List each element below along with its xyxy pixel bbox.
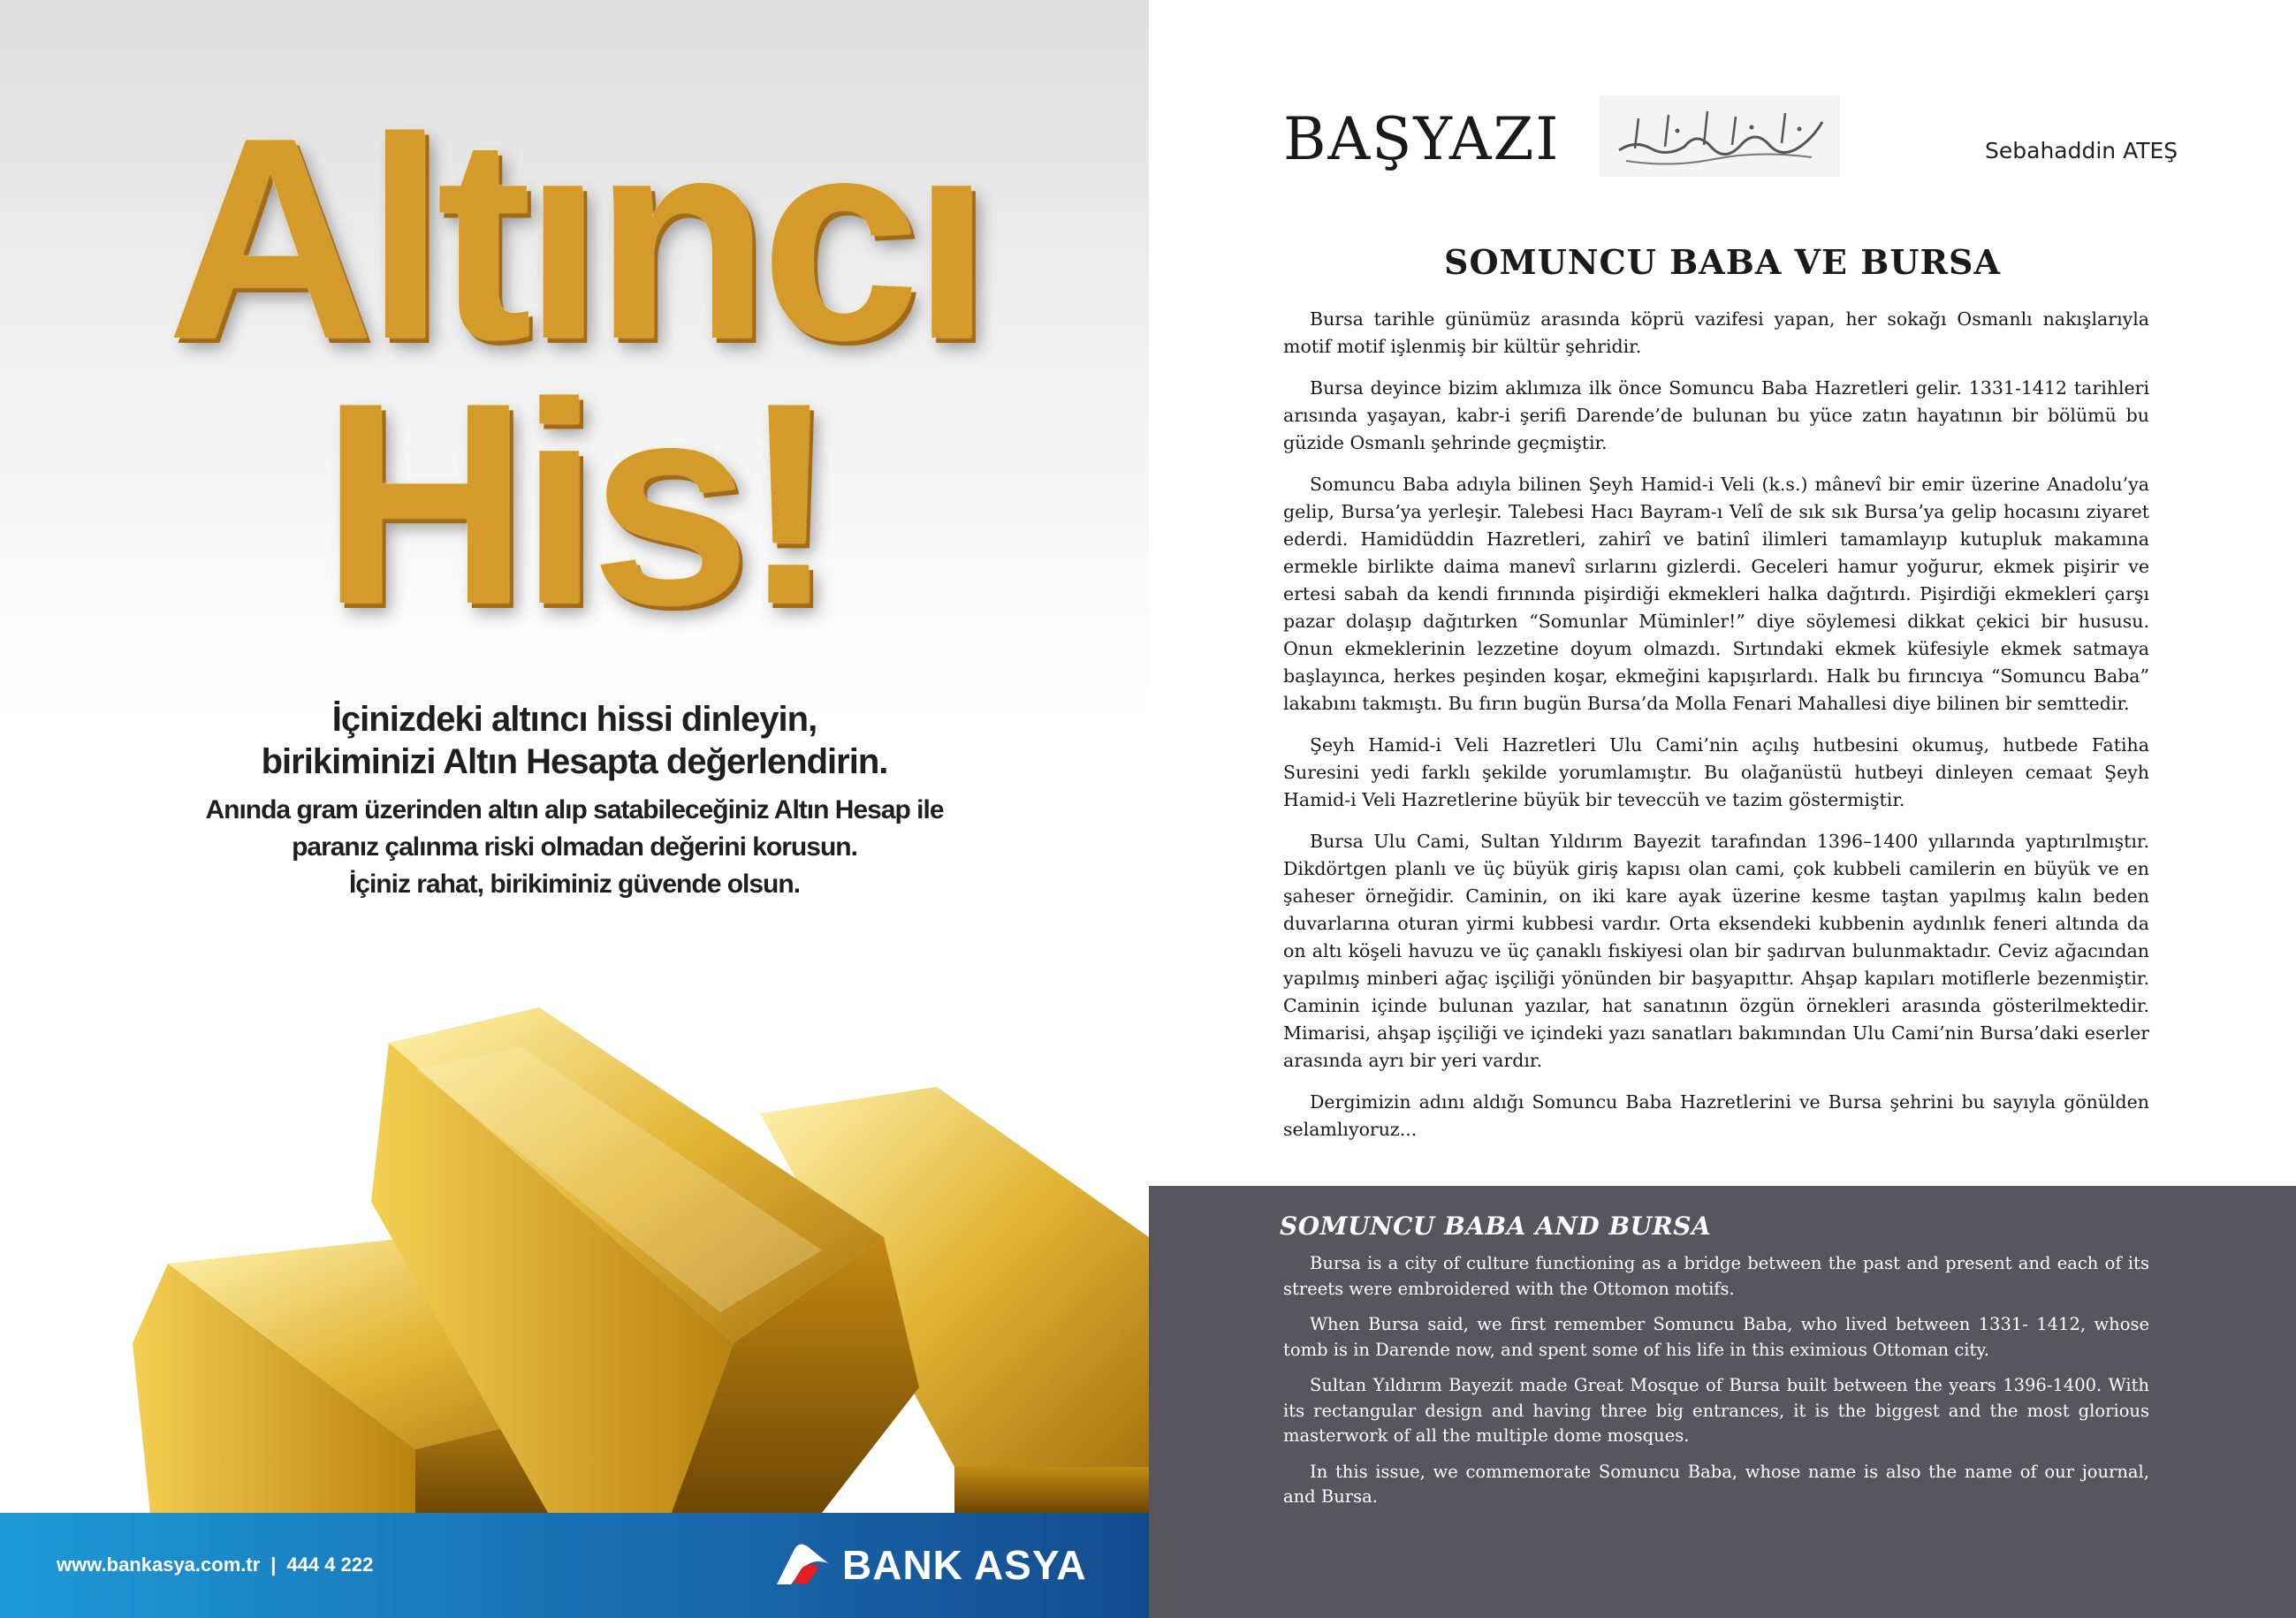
ad-headline-line2: His! (321, 343, 828, 664)
bank-brand (773, 1538, 1087, 1592)
article-paragraph: Bursa tarihle günümüz arasında köprü vazifesi yapan, her sokağı Osmanlı nakışlarıyla motif motif işlenmiş bir kültür şehridir. (1283, 308, 2149, 357)
article-paragraph: Bursa Ulu Cami, Sultan Yıldırım Bayezit tarafından 1396–1400 yıllarında yaptırılmıştır. Dikdörtgen planlı ve üç büyük giriş kapısı olan cami, çok kubbeli camilerin en büyük ve en şaheser örneğidir. Caminin, on iki kare ayak üzerine kesme taştan yapılmış kalın beden duvarlarına oturan yirmi kubbesi vardır. Orta eksendeki kubbenin aydınlık feneri altında da on altı köşeli havuzu ve üç çanaklı fıskiyesi olan bir şadırvan bulunmaktadır. Ceviz ağacından yapılmış minberi ağaç işçiliği yönünden bir başyapıttır. Ahşap kapıları motiflerle bezenmiştir. Caminin içinde bulunan yazılar, hat sanatının özgün örnekleri arasında gösterilmektedir. Mimarisi, ahşap işçiliği ve içindeki yazı sanatları bakımından Ulu Cami’nin Bursa’daki eserler arasında ayrı bir yeri vardır. (1283, 831, 2149, 1071)
ad-headline (53, 78, 1096, 664)
ad-contact-separator: | (270, 1553, 277, 1576)
ad-tagline-line1: İçinizdeki altıncı hissi dinleyin, (331, 700, 817, 739)
article-paragraph: Bursa deyince bizim aklımıza ilk önce Somuncu Baba Hazretleri gelir. 1331-1412 tarihleri arısında yaşayan, kabr-i şerifi Darende’de bulunan bu yüce zatın hayatının bir bölümü bu güzide Osmanlı şehrinde geçmiştir. (1283, 377, 2149, 453)
article-paragraph: Dergimizin adını aldığı Somuncu Baba Hazretlerini ve Bursa şehrini bu sayıyla gönülden selamlıyoruz... (1283, 1091, 2149, 1140)
bank-brand-name: BANK ASYA (842, 1542, 1087, 1588)
english-paragraph: When Bursa said, we first remember Somuncu Baba, who lived between 1331- 1412, whose tomb is in Darende now, and spent some of his life in this eximious Ottoman city. (1283, 1314, 2149, 1360)
ad-tagline-line2: birikiminizi Altın Hesapta değerlendirin. (261, 742, 888, 781)
ad-tagline (106, 698, 1043, 903)
basmala-calligraphy-icon (1600, 95, 1840, 177)
ad-footer-bar (0, 1513, 1149, 1618)
ad-phone-number: 444 4 222 (286, 1553, 374, 1576)
article-paragraph: Şeyh Hamid-i Veli Hazretleri Ulu Cami’nin açılış hutbesini okumuş, hutbede Fatiha Suresini yedi farklı şekilde yorumlamıştır. Bu olağanüstü hutbeyi dinleyen cemaat Şeyh Hamid-i Veli Hazretlerine büyük bir teveccüh ve tazim göstermiştir. (1283, 734, 2149, 810)
ad-contact-info (57, 1550, 373, 1580)
ad-body-line3: İçiniz rahat, birikiminiz güvende olsun. (348, 870, 801, 899)
bank-logo-icon (773, 1542, 830, 1588)
english-summary-body (1283, 1251, 2149, 1521)
author-name: Sebahaddin ATEŞ (1985, 138, 2178, 163)
article-title: SOMUNCU BABA VE BURSA (1444, 242, 2001, 282)
editorial-page (1149, 0, 2296, 1618)
ad-website-link[interactable]: www.bankasya.com.tr (57, 1553, 261, 1576)
english-paragraph: Sultan Yıldırım Bayezit made Great Mosque of Bursa built between the years 1396-1400. With its rectangular design and having three big entrances, it is the biggest and the most glorious masterwork of all the multiple dome mosques. (1283, 1375, 2149, 1446)
ad-body-line1: Anında gram üzerinden altın alıp satabileceğiniz Altın Hesap ile (205, 795, 944, 824)
english-summary-box (1149, 1186, 2296, 1618)
english-paragraph: Bursa is a city of culture functioning as a bridge between the past and present and each of its streets were embroidered with the Ottomon motifs. (1283, 1253, 2149, 1299)
section-label: BAŞYAZI (1283, 105, 1561, 173)
english-summary-title: SOMUNCU BABA AND BURSA (1280, 1212, 1712, 1241)
ad-body-line2: paranız çalınma riski olmadan değerini korusun. (292, 832, 857, 862)
article-body (1283, 306, 2149, 1158)
english-paragraph: In this issue, we commemorate Somuncu Baba, whose name is also the name of our journal, and Bursa. (1283, 1461, 2149, 1507)
ad-headline-line1: Altıncı (166, 78, 983, 399)
article-paragraph: Somuncu Baba adıyla bilinen Şeyh Hamid-i Veli (k.s.) mânevî bir emir üzerine Anadolu’ya gelip, Bursa’ya yerleşir. Talebesi Hacı Bayram-ı Velî de sık sık Bursa’ya gelip hocasını ziyaret ederdi. Hamidüddin Hazretleri, zahirî ve batinî ilimleri tamamlayıp kutupluk makamına ermekle birlikte daima manevî sırlarını gizlerdi. Geceleri hamur yoğurur, ekmek pişirir ve ertesi sabah da kendi fırınında pişirdiği ekmekleri halka dağıtırdı. Pişirdiği ekmekleri çarşı pazar dolaşıp dağıtırken “Somunlar Müminler!” diye söylemesi dikkat çekici bir hususu. Onun ekmeklerinin lezzetine doyum olmazdı. Sırtındaki ekmek küfesiyle ekmek satmaya başlayınca, herkes peşinden koşar, ekmeğini kapışırlardı. Halk bu fırıncıya “Somuncu Baba” lakabını takmıştı. Bu fırın bugün Bursa’da Molla Fenari Mahallesi diye bilinen bir semttedir. (1283, 474, 2149, 714)
gold-bars-image (0, 972, 1149, 1513)
